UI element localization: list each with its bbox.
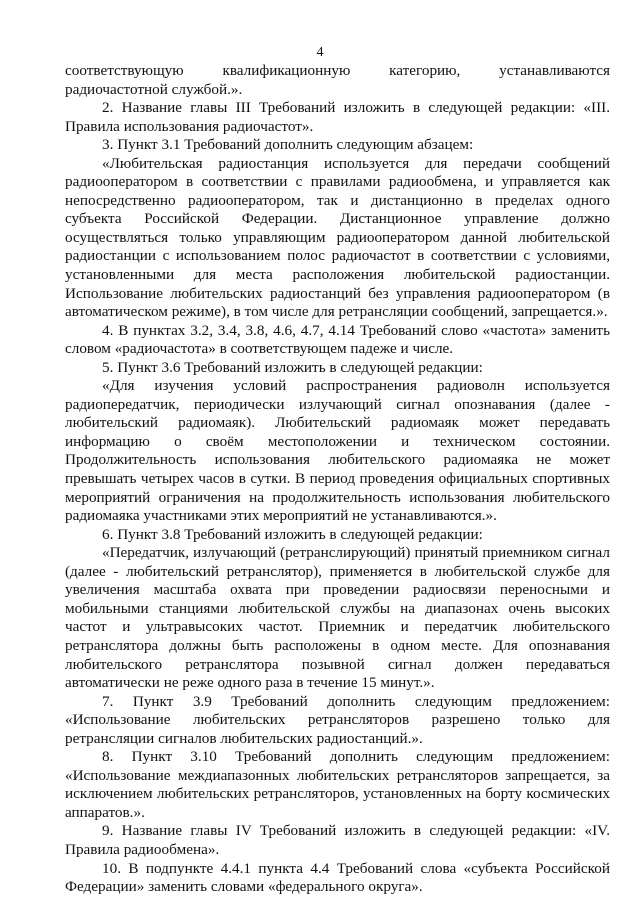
paragraph-item-7: 7. Пункт 3.9 Требований дополнить следующим предложением: «Использование любительских ретрансляторов разрешено только для ретрансляции сигналов любительских радиостанций.». <box>65 692 610 747</box>
paragraph-continuation: соответствующую квалификационную категорию, устанавливаются радиочастотной службой.». <box>65 62 610 98</box>
page-number: 4 <box>316 45 324 60</box>
paragraph-item-9: 9. Название главы IV Требований изложить в следующей редакции: «IV. Правила радиообмена». <box>65 822 610 858</box>
document-body <box>65 62 610 897</box>
paragraph-quote-3-6: «Для изучения условий распространения радиоволн используется радиопередатчик, периодически излучающий сигнал опознавания (далее - любительский радиомаяк). Любительский радиомаяк может передавать информацию о своём местоположении и техническом состоянии. Продолжительность использования любительского радиомаяка не может превышать четырех часов в сутки. В период проведения официальных спортивных мероприятий ограничения на продолжительность использования любительского радиомаяка участниками этих мероприятий не устанавливаются.». <box>65 377 610 525</box>
paragraph-item-6: 6. Пункт 3.8 Требований изложить в следующей редакции: <box>102 525 483 543</box>
paragraph-item-3: 3. Пункт 3.1 Требований дополнить следующим абзацем: <box>102 136 474 154</box>
paragraph-item-8: 8. Пункт 3.10 Требований дополнить следующим предложением: «Использование междиапазонных любительских ретрансляторов запрещается, за исключением любительских ретрансляторов, установленных на борту космических аппаратов.». <box>65 748 610 821</box>
paragraph-item-10: 10. В подпункте 4.4.1 пункта 4.4 Требований слова «субъекта Российской Федерации» заменить словами «федерального округа». <box>65 859 610 896</box>
paragraph-item-5: 5. Пункт 3.6 Требований изложить в следующей редакции: <box>102 358 483 376</box>
paragraph-item-4: 4. В пунктах 3.2, 3.4, 3.8, 4.6, 4.7, 4.14 Требований слово «частота» заменить словом «радиочастота» в соответствующем падеже и числе. <box>65 321 610 358</box>
paragraph-item-2: 2. Название главы III Требований изложить в следующей редакции: «III. Правила использования радиочастот». <box>65 99 610 135</box>
paragraph-quote-3-1: «Любительская радиостанция используется для передачи сообщений радиооператором в соответствии с правилами радиообмена, и управляется как непосредственно радиооператором, так и дистанционно в пределах одного субъекта Российской Федерации. Дистанционное управление должно осуществляться только управляющим радиооператором данной любительской радиостанции с использованием полос радиочастот в соответствии с условиями, установленными для места расположения любительской радиостанции. Использование любительских радиостанций без управления радиооператором (в автоматическом режиме), в том числе для ретрансляции сообщений, запрещается.». <box>65 154 610 321</box>
paragraph-quote-3-8: «Передатчик, излучающий (ретранслирующий) принятый приемником сигнал (далее - любительский ретранслятор), применяется в любительской службе для увеличения масштаба охвата при проведении радиосвязи переносными и мобильными станциями любительской службы на диапазонах очень высоких частот и ультравысоких частот. Приемник и передатчик любительского ретранслятора должны быть расположены в одном месте. Для опознавания любительского ретранслятора позывной сигнал должен передаваться автоматически не реже одного раза в течение 15 минут.». <box>65 544 610 692</box>
